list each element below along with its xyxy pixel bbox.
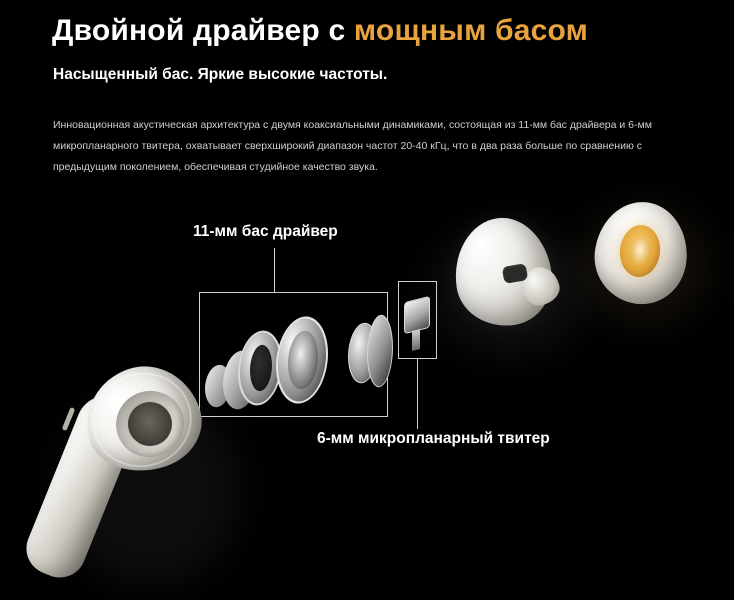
page-title [52,14,588,48]
illustration-stage [0,195,734,600]
headline-text-accent: мощным басом [353,14,589,47]
callout-tweeter-leader-line [417,359,418,429]
headline-text-plain: Двойной драйвер с [52,14,354,47]
body-paragraph: Инновационная акустическая архитектура с двумя коаксиальными динамиками, состоящая из 11-мм бас драйвера и 6-мм микропланарного твитера, охватывает сверхширокий диапазон частот 20-40 кГц, что в два раза больше по сравнению с предыдущим поколением, обеспечивая студийное качество звука. [53,119,652,173]
tweeter-flex-connector [412,329,420,351]
callout-bass-driver-leader-line [274,248,275,292]
callout-bass-driver: 11-мм бас драйвер [193,223,338,240]
callout-tweeter: 6-мм микропланарный твитер [317,430,550,447]
subheading: Насыщенный бас. Яркие высокие частоты. [53,66,388,83]
micro-planar-tweeter [404,296,430,334]
